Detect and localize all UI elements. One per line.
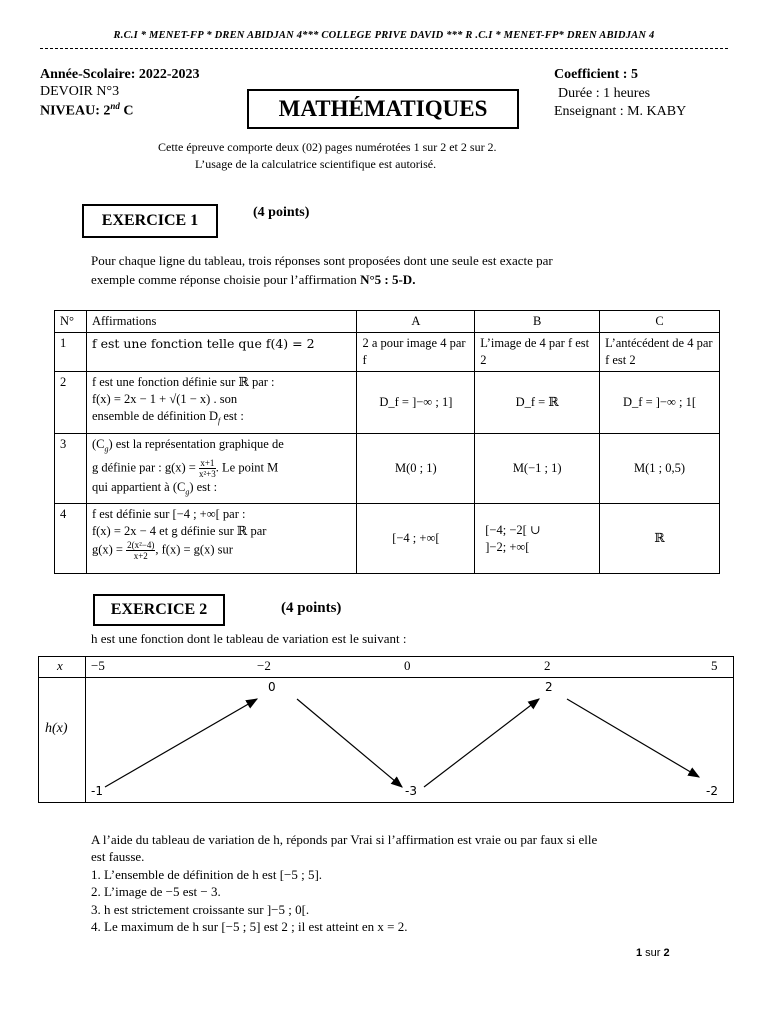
intro-line-1: Cette épreuve comporte deux (02) pages numérotées 1 sur 2 et 2 sur 2.	[158, 140, 497, 154]
x-value: 5	[711, 658, 718, 673]
answer-a: [−4 ; +∞[	[357, 504, 475, 574]
coefficient: Coefficient : 5	[554, 67, 638, 82]
niveau-label: NIVEAU: 2	[40, 103, 111, 119]
affirmation-line: f(x) = 2x − 1 + √(1 − x) . son	[91, 392, 238, 406]
affirmation-line: f est définie sur [−4 ; +∞[ par :	[91, 507, 246, 521]
affirmation-line: qui appartient à $(C_g)$ est :	[91, 479, 218, 496]
devoir-number: DEVOIR N°3	[40, 84, 120, 99]
answer-b: M(−1 ; 1)	[475, 434, 600, 504]
numerator: 2(x²−4)	[127, 540, 155, 550]
row-number: 4	[55, 504, 87, 574]
page-number	[636, 947, 670, 959]
niveau-class: C	[119, 103, 134, 119]
affirmation-text: . Le point M	[215, 459, 279, 474]
affirmation-text: g définie par : g(x) =	[91, 459, 199, 474]
arrow-decreasing	[567, 699, 699, 777]
page-sep: sur	[642, 947, 664, 959]
h-value: 0	[268, 680, 276, 694]
niveau-sup: nd	[110, 101, 120, 111]
answer-b: D_f = ℝ	[475, 372, 600, 434]
mcq-table	[54, 310, 720, 574]
answer-b-line: ]−2; +∞[	[485, 539, 530, 554]
affirmation-line: ensemble de définition $D_f$ est :	[91, 409, 244, 426]
x-label: x	[57, 658, 63, 673]
answer-b	[475, 504, 600, 574]
affirmation	[86, 434, 357, 504]
row-number: 3	[55, 434, 87, 504]
intro-line-2: L’usage de la calculatrice scientifique est autorisé.	[195, 157, 437, 171]
exercise-1-text-2a: exemple comme réponse choisie pour l’affirmation	[91, 272, 361, 287]
table-row	[55, 504, 720, 574]
affirmation-text: g(x) =	[91, 542, 127, 557]
table-row	[55, 333, 720, 372]
arrow-increasing	[105, 699, 257, 787]
page-total: 2	[663, 947, 670, 959]
answer-c: L’antécédent de 4 par f est 2	[600, 333, 720, 372]
h-value: 2	[545, 680, 553, 694]
exercise-1-text-2	[91, 272, 415, 288]
h-value: -1	[91, 784, 103, 798]
fraction	[199, 458, 216, 479]
x-value: 0	[404, 658, 411, 673]
affirmation: f est une fonction telle que f(4) = 2	[86, 333, 357, 372]
affirmation-line	[92, 540, 352, 561]
header-cell: A	[357, 311, 475, 333]
arrow-increasing	[424, 699, 539, 787]
answer-c: M(1 ; 0,5)	[600, 434, 720, 504]
exercise-2-points: (4 points)	[281, 600, 342, 616]
affirmation-text: ) est la représentation graphique de	[108, 437, 284, 451]
affirmation-text: est :	[220, 409, 244, 423]
questions-intro-2: est fausse.	[91, 849, 145, 864]
x-value: −2	[257, 658, 271, 673]
exercise-1-box	[82, 204, 218, 238]
table-header-row	[55, 311, 720, 333]
affirmation-line: f(x) = 2x − 4 et g définie sur ℝ par	[91, 524, 267, 538]
question-2: 2. L’image de −5 est − 3.	[91, 884, 221, 899]
duree: Durée : 1 heures	[558, 86, 651, 101]
table-row	[55, 434, 720, 504]
exercise-1-text-2b: N°5 : 5-D.	[360, 272, 416, 287]
answer-c: D_f = ]−∞ ; 1[	[600, 372, 720, 434]
affirmation-text: ensemble de définition D	[91, 409, 218, 423]
affirmation-text: qui appartient à (C	[91, 479, 186, 494]
exercise-1-title: EXERCICE 1	[101, 212, 199, 229]
affirmation-text: , f(x) = g(x) sur	[155, 542, 233, 557]
answer-a: 2 a pour image 4 par f	[357, 333, 475, 372]
questions-intro-1: A l’aide du tableau de variation de h, réponds par Vrai si l’affirmation est vraie ou par faux si elle	[91, 832, 598, 847]
question-4: 4. Le maximum de h sur [−5 ; 5] est 2 ; il est atteint en x = 2.	[91, 919, 408, 934]
school-year: Année-Scolaire: 2022-2023	[40, 67, 200, 82]
question-3: 3. h est strictement croissante sur ]−5 ; 0[.	[91, 902, 310, 917]
page-title: MATHÉMATIQUES	[278, 96, 488, 121]
x-value: −5	[91, 658, 105, 673]
row-number: 1	[55, 333, 87, 372]
row-number: 2	[55, 372, 87, 434]
x-value: 2	[544, 658, 551, 673]
h-value: -3	[405, 784, 417, 798]
variation-arrows	[39, 657, 733, 802]
exercise-1-points: (4 points)	[253, 205, 310, 220]
header-banner: R.C.I * MENET-FP * DREN ABIDJAN 4*** COLLEGE PRIVE DAVID *** R .C.I * MENET-FP* DREN ABIDJAN 4	[113, 30, 655, 41]
variation-table	[38, 656, 734, 803]
answer-a: D_f = ]−∞ ; 1]	[357, 372, 475, 434]
affirmation-line: f est une fonction définie sur ℝ par :	[91, 375, 275, 389]
arrow-decreasing	[297, 699, 402, 787]
header-cell: N°	[55, 311, 87, 333]
header-cell: B	[475, 311, 600, 333]
answer-a: M(0 ; 1)	[357, 434, 475, 504]
exercise-2-box	[93, 594, 225, 626]
header-cell: Affirmations	[86, 311, 357, 333]
affirmation-text: (C	[91, 437, 105, 451]
question-1: 1. L’ensemble de définition de h est [−5 ; 5].	[91, 867, 323, 882]
exercise-1-text-1: Pour chaque ligne du tableau, trois réponses sont proposées dont une seule est exacte par	[91, 253, 553, 268]
numerator: x+1	[200, 457, 215, 468]
fraction	[126, 540, 155, 561]
table-row	[55, 372, 720, 434]
niveau	[40, 101, 134, 120]
answer-c: ℝ	[600, 504, 720, 574]
exercise-2-title: EXERCICE 2	[110, 601, 208, 618]
affirmation	[86, 372, 357, 434]
denominator: x+2	[133, 551, 148, 561]
exercise-2-intro: h est une fonction dont le tableau de variation est le suivant :	[91, 631, 407, 646]
page-current: 1	[636, 947, 643, 959]
title-box	[247, 89, 519, 129]
header-cell: C	[600, 311, 720, 333]
affirmation-line: $(C_g)$ est la représentation graphique de	[91, 437, 284, 454]
enseignant: Enseignant : M. KABY	[554, 104, 687, 119]
hx-label: h(x)	[45, 721, 68, 736]
header-divider	[40, 48, 728, 49]
answer-b: L’image de 4 par f est 2	[475, 333, 600, 372]
denominator: x²+3	[198, 468, 216, 479]
answer-b-line: [−4; −2[ ∪	[485, 522, 541, 537]
affirmation-text: ) est :	[189, 479, 218, 494]
affirmation	[86, 504, 357, 574]
h-value: -2	[706, 784, 718, 798]
affirmation-line	[92, 458, 352, 479]
